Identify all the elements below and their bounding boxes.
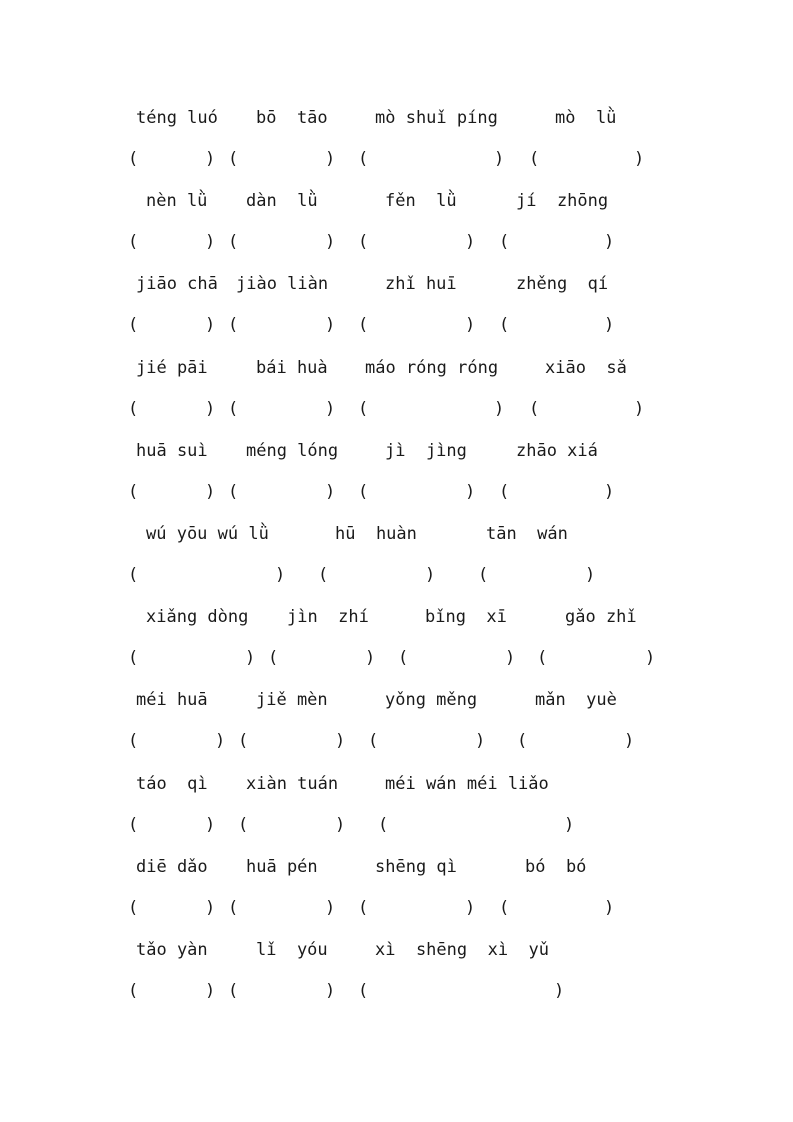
answer-paren-open: ( — [128, 565, 139, 585]
pinyin-word: méi wán méi liǎo — [385, 774, 549, 794]
pinyin-word: zhāo xiá — [516, 441, 598, 461]
answer-paren-close: ) — [604, 898, 615, 918]
answer-paren-close: ) — [645, 648, 656, 668]
pinyin-word: xì shēng xì yǔ — [375, 940, 549, 960]
answer-paren-close: ) — [465, 315, 476, 335]
answer-paren-open: ( — [358, 482, 369, 502]
answer-paren-close: ) — [205, 482, 216, 502]
pinyin-word: bō tāo — [256, 108, 328, 128]
answer-paren-close: ) — [325, 232, 336, 252]
pinyin-word: hū huàn — [335, 524, 417, 544]
answer-paren-close: ) — [325, 898, 336, 918]
answer-paren-open: ( — [499, 898, 510, 918]
answer-paren-open: ( — [128, 399, 139, 419]
pinyin-word: jié pāi — [136, 358, 208, 378]
answer-paren-open: ( — [128, 898, 139, 918]
pinyin-word: shēng qì — [375, 857, 457, 877]
pinyin-word: gǎo zhǐ — [565, 607, 637, 627]
answer-paren-close: ) — [604, 482, 615, 502]
answer-paren-close: ) — [365, 648, 376, 668]
answer-paren-open: ( — [358, 981, 369, 1001]
pinyin-word: jiào liàn — [236, 274, 329, 294]
pinyin-word: mò shuǐ píng — [375, 108, 498, 128]
answer-paren-open: ( — [228, 482, 239, 502]
pinyin-word: dàn lǜ — [246, 191, 318, 211]
pinyin-word: yǒng měng — [385, 690, 478, 710]
answer-paren-close: ) — [205, 399, 216, 419]
answer-paren-close: ) — [634, 399, 645, 419]
answer-paren-open: ( — [358, 315, 369, 335]
pinyin-word: táo qì — [136, 774, 208, 794]
answer-paren-open: ( — [499, 315, 510, 335]
answer-paren-open: ( — [318, 565, 329, 585]
pinyin-word: jí zhōng — [516, 191, 609, 211]
answer-paren-open: ( — [128, 981, 139, 1001]
pinyin-word: fěn lǜ — [385, 191, 457, 211]
answer-paren-close: ) — [465, 482, 476, 502]
answer-paren-close: ) — [554, 981, 565, 1001]
answer-paren-close: ) — [205, 981, 216, 1001]
answer-paren-close: ) — [205, 315, 216, 335]
answer-paren-close: ) — [205, 149, 216, 169]
answer-paren-close: ) — [505, 648, 516, 668]
pinyin-word: wú yōu wú lǜ — [146, 524, 269, 544]
answer-paren-close: ) — [275, 565, 286, 585]
answer-paren-open: ( — [358, 399, 369, 419]
pinyin-word: mò lǜ — [555, 108, 617, 128]
answer-paren-open: ( — [499, 232, 510, 252]
answer-paren-close: ) — [325, 399, 336, 419]
answer-paren-open: ( — [128, 815, 139, 835]
pinyin-word: lǐ yóu — [256, 940, 328, 960]
answer-paren-open: ( — [228, 149, 239, 169]
pinyin-word: méi huā — [136, 690, 208, 710]
answer-paren-open: ( — [358, 149, 369, 169]
answer-paren-open: ( — [517, 731, 528, 751]
answer-paren-open: ( — [228, 232, 239, 252]
pinyin-word: tān wán — [486, 524, 568, 544]
pinyin-word: huā suì — [136, 441, 208, 461]
answer-paren-close: ) — [585, 565, 596, 585]
answer-paren-open: ( — [358, 898, 369, 918]
answer-paren-open: ( — [529, 399, 540, 419]
answer-paren-close: ) — [325, 149, 336, 169]
answer-paren-close: ) — [604, 232, 615, 252]
answer-paren-open: ( — [238, 815, 249, 835]
answer-paren-close: ) — [205, 898, 216, 918]
answer-paren-open: ( — [228, 399, 239, 419]
pinyin-word: méng lóng — [246, 441, 339, 461]
answer-paren-close: ) — [465, 898, 476, 918]
answer-paren-open: ( — [128, 149, 139, 169]
answer-paren-open: ( — [478, 565, 489, 585]
answer-paren-close: ) — [325, 482, 336, 502]
pinyin-word: xiāo sǎ — [545, 358, 627, 378]
pinyin-word: xiàn tuán — [246, 774, 339, 794]
answer-paren-open: ( — [128, 482, 139, 502]
pinyin-word: huā pén — [246, 857, 318, 877]
answer-paren-open: ( — [128, 731, 139, 751]
pinyin-word: jiāo chā — [136, 274, 218, 294]
answer-paren-open: ( — [529, 149, 540, 169]
answer-paren-close: ) — [335, 815, 346, 835]
answer-paren-close: ) — [624, 731, 635, 751]
answer-paren-open: ( — [537, 648, 548, 668]
pinyin-word: diē dǎo — [136, 857, 208, 877]
pinyin-word: bái huà — [256, 358, 328, 378]
answer-paren-open: ( — [228, 981, 239, 1001]
answer-paren-open: ( — [238, 731, 249, 751]
pinyin-word: nèn lǜ — [146, 191, 208, 211]
pinyin-word: mǎn yuè — [535, 690, 617, 710]
answer-paren-close: ) — [494, 149, 505, 169]
answer-paren-close: ) — [205, 232, 216, 252]
pinyin-word: xiǎng dòng — [146, 607, 249, 627]
answer-paren-close: ) — [634, 149, 645, 169]
answer-paren-open: ( — [228, 315, 239, 335]
answer-paren-close: ) — [335, 731, 346, 751]
pinyin-word: jìn zhí — [287, 607, 369, 627]
pinyin-word: máo róng róng — [365, 358, 499, 378]
pinyin-word: jiě mèn — [256, 690, 328, 710]
answer-paren-close: ) — [475, 731, 486, 751]
answer-paren-close: ) — [205, 815, 216, 835]
pinyin-word: téng luó — [136, 108, 218, 128]
answer-paren-open: ( — [398, 648, 409, 668]
pinyin-word: zhěng qí — [516, 274, 609, 294]
answer-paren-close: ) — [325, 315, 336, 335]
answer-paren-open: ( — [128, 648, 139, 668]
answer-paren-open: ( — [499, 482, 510, 502]
answer-paren-close: ) — [604, 315, 615, 335]
answer-paren-close: ) — [425, 565, 436, 585]
answer-paren-open: ( — [368, 731, 379, 751]
answer-paren-close: ) — [494, 399, 505, 419]
answer-paren-close: ) — [465, 232, 476, 252]
answer-paren-open: ( — [358, 232, 369, 252]
pinyin-word: jì jìng — [385, 441, 467, 461]
pinyin-word: tǎo yàn — [136, 940, 208, 960]
pinyin-word: bó bó — [525, 857, 587, 877]
answer-paren-close: ) — [564, 815, 575, 835]
pinyin-word: zhǐ huī — [385, 274, 457, 294]
answer-paren-open: ( — [268, 648, 279, 668]
answer-paren-close: ) — [325, 981, 336, 1001]
answer-paren-close: ) — [215, 731, 226, 751]
answer-paren-open: ( — [228, 898, 239, 918]
pinyin-word: bǐng xī — [425, 607, 507, 627]
answer-paren-open: ( — [378, 815, 389, 835]
answer-paren-open: ( — [128, 315, 139, 335]
answer-paren-close: ) — [245, 648, 256, 668]
answer-paren-open: ( — [128, 232, 139, 252]
